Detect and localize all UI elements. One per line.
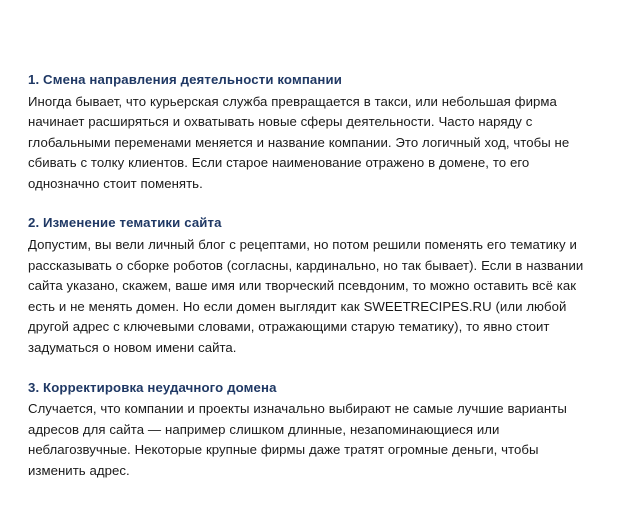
article-section-1 [28, 70, 594, 194]
article-section-3 [28, 378, 594, 482]
section-3-heading: 3. Корректировка неудачного домена [28, 379, 277, 395]
section-2-body: Допустим, вы вели личный блог с рецептами, но потом решили поменять его тематику и рассказывать о сборке роботов (согласны, кардинально, но так бывает). Если в названии сайта указано, скажем, ваше имя или творческий псевдоним, то можно оставить всё как есть и не менять домен. Но если домен выглядит как SWEETRECIPES.RU (или любой другой адрес с ключевыми словами, отражающими старую тематику), то явно стоит задуматься о новом имени сайта. [28, 236, 584, 355]
section-3-body: Случается, что компании и проекты изначально выбирают не самые лучшие варианты адресов для сайта — например слишком длинные, незапоминающиеся или неблагозвучные. Некоторые крупные фирмы даже тратят огромные деньги, чтобы изменить адрес. [28, 401, 567, 478]
section-2-heading: 2. Изменение тематики сайта [28, 215, 222, 231]
article-section-2 [28, 213, 594, 358]
article-content [28, 70, 594, 481]
section-1-body: Иногда бывает, что курьерская служба превращается в такси, или небольшая фирма начинает расширяться и охватывать новые сферы деятельности. Часто наряду с глобальными переменами меняется и название компании. Это логичный ход, чтобы не сбивать с толку клиентов. Если старое наименование отражено в домене, то его однозначно стоит поменять. [28, 93, 570, 191]
section-1-heading: 1. Смена направления деятельности компании [28, 72, 342, 87]
